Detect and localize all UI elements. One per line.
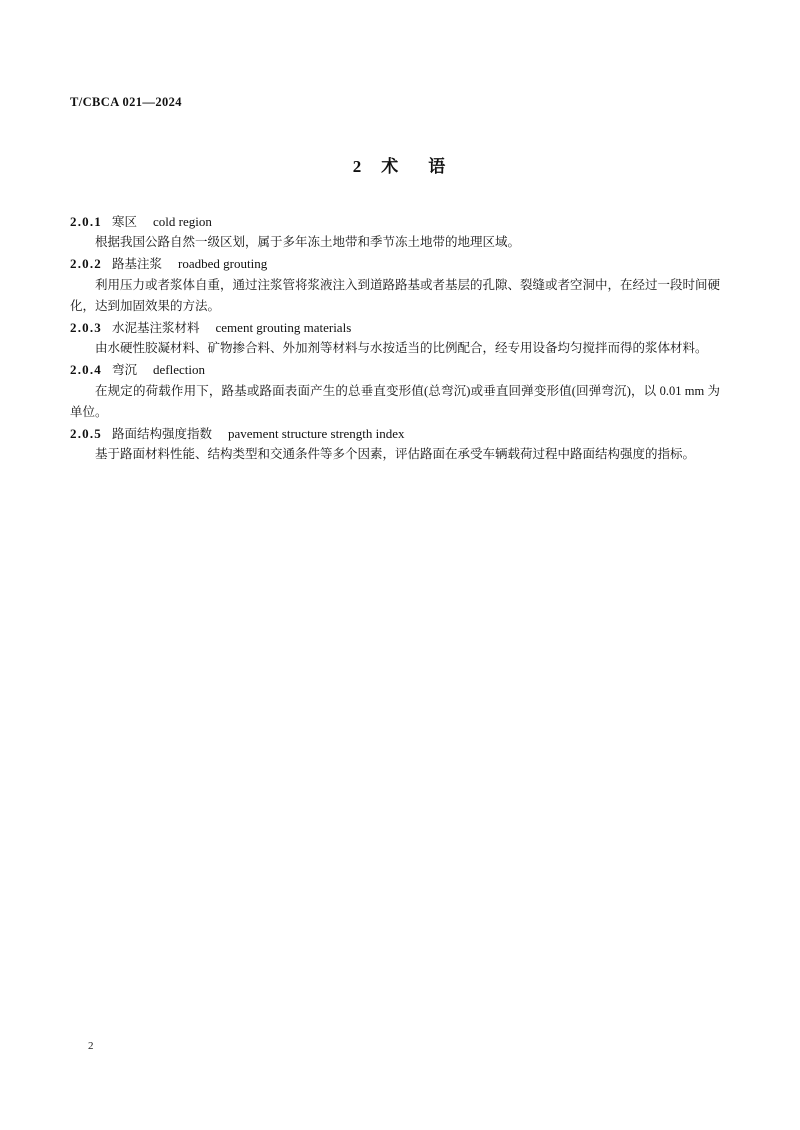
term-name-cn: 路面结构强度指数 [112,426,213,441]
term-name-en: pavement structure strength index [228,425,405,441]
term-number: 2.0.3 [70,319,102,335]
chapter-title [0,152,800,177]
chapter-number: 2 [352,157,364,176]
term-name-cn: 水泥基注浆材料 [112,320,200,335]
page-header-standard-code: T/CBCA 021—2024 [70,95,182,109]
term-definition: 在规定的荷载作用下，路基或路面表面产生的总垂直变形值(总弯沉)或垂直回弹变形值(回弹弯沉)，以 0.01 mm 为单位。 [70,383,720,419]
term-name-en: deflection [153,362,205,378]
term-definition: 利用压力或者浆体自重，通过注浆管将浆液注入到道路路基或者基层的孔隙、裂缝或者空洞中，在经过一段时间硬化，达到加固效果的方法。 [70,277,721,313]
term-name-en: cement grouting materials [215,319,352,335]
term-entry [70,254,720,316]
page-number: 2 [88,1040,94,1052]
term-entry [70,360,720,422]
term-heading [70,254,720,274]
term-number: 2.0.1 [70,214,102,229]
chapter-title-char-2: 语 [428,157,448,176]
term-name-cn: 弯沉 [112,363,138,378]
terms-list [70,212,720,466]
term-definition: 根据我国公路自然一级区划，属于多年冻土地带和季节冻土地带的地理区域。 [95,235,521,250]
term-number: 2.0.2 [70,256,102,272]
chapter-title-char-1: 术 [381,157,401,176]
term-name-en: cold region [153,214,212,229]
term-entry [70,318,720,359]
term-heading [70,212,720,232]
term-number: 2.0.5 [70,425,102,441]
term-heading [70,424,720,444]
term-definition: 基于路面材料性能、结构类型和交通条件等多个因素，评估路面在承受车辆载荷过程中路面结构强度的指标。 [95,446,696,461]
term-name-cn: 寒区 [112,215,138,229]
term-entry [70,424,720,465]
term-name-en: roadbed grouting [178,256,268,272]
term-name-cn: 路基注浆 [112,257,163,272]
term-entry [70,212,720,253]
term-number: 2.0.4 [70,362,102,378]
term-heading [70,318,720,338]
term-definition: 由水硬性胶凝材料、矿物掺合料、外加剂等材料与水按适当的比例配合，经专用设备均匀搅拌而得的浆体材料。 [95,341,708,356]
term-heading [70,360,720,380]
